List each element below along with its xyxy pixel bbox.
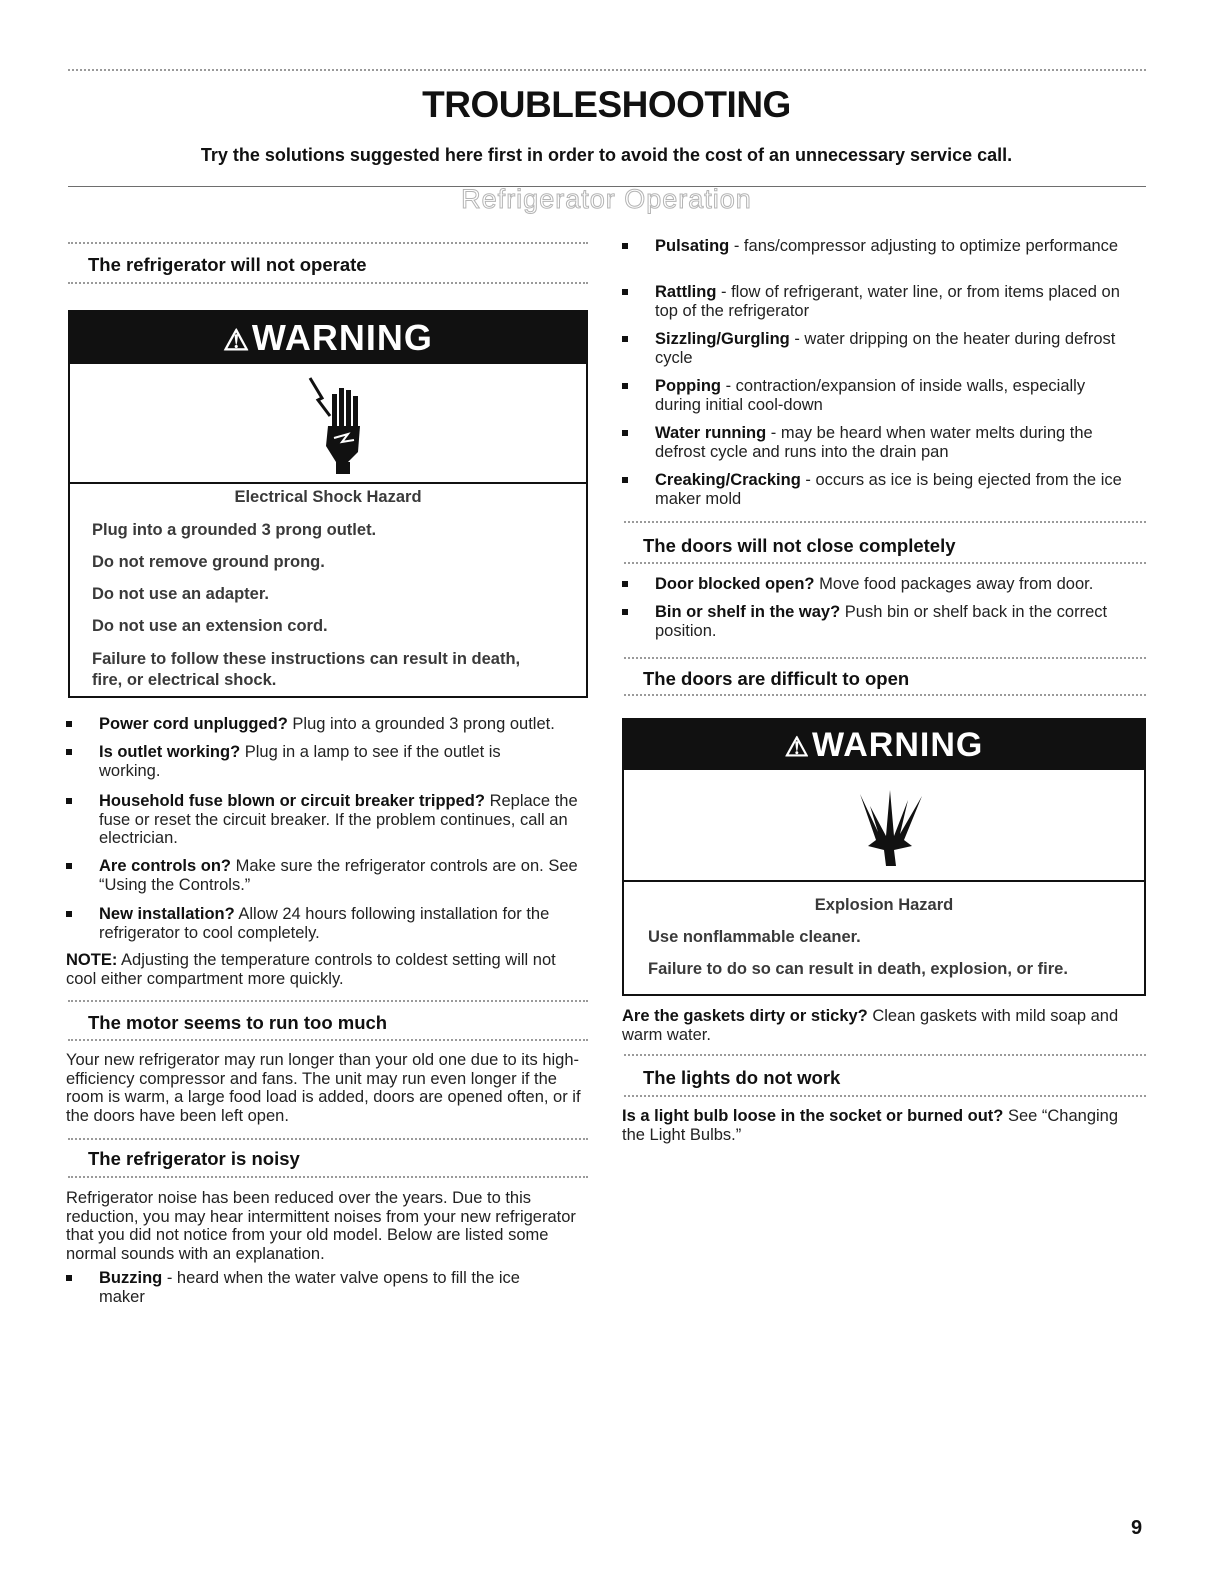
page-title: TROUBLESHOOTING (422, 84, 791, 125)
heading-rule (624, 657, 1146, 659)
heading-rule (624, 1054, 1146, 1056)
item-answer: Clean gaskets with mild soap and warm water. (622, 1007, 1119, 1044)
item-answer: See “Changing the Light Bulbs.” (622, 1107, 1119, 1144)
warning-triangle-icon: ⚠ (223, 325, 250, 357)
warning-line: Use nonflammable cleaner. (648, 928, 861, 946)
item-answer: Plug in a lamp to see if the outlet is working. (99, 743, 501, 780)
heading-doors-close: The doors will not close completely (643, 535, 956, 556)
warning-triangle-icon: ⚠ (784, 731, 811, 762)
heading-rule (68, 1176, 588, 1178)
bullet-icon (66, 749, 72, 755)
item-question: Door blocked open? (655, 575, 815, 593)
motor-paragraph: Your new refrigerator may run longer than your old one due to its high-efficiency compressor and fans. The unit may run even longer if the room is warm, a large food load is added, doors are opened often, or if the doors have been left open. (66, 1051, 581, 1125)
warning-banner (70, 312, 586, 364)
bullet-icon (622, 243, 628, 249)
heading-doors-open: The doors are difficult to open (643, 668, 910, 689)
heading-motor: The motor seems to run too much (88, 1012, 388, 1033)
bullet-icon (66, 1275, 72, 1281)
warning-line: Do not use an adapter. (92, 585, 269, 603)
warning-banner-label: WARNING (812, 726, 984, 764)
item-question: New installation? (99, 905, 235, 923)
sound-name: Buzzing (99, 1269, 163, 1287)
bullet-icon (622, 477, 628, 483)
sound-desc: - contraction/expansion of inside walls, especially during initial cool-down (655, 377, 1086, 414)
item-question: Are the gaskets dirty or sticky? (622, 1007, 868, 1025)
heading-rule (624, 562, 1146, 564)
lights-paragraph (622, 1107, 1142, 1144)
sound-desc: - water dripping on the heater during defrost cycle (655, 330, 1116, 367)
heading-rule (68, 1039, 588, 1041)
sound-name: Pulsating (655, 237, 730, 255)
heading-rule (68, 282, 588, 284)
item-answer: Plug into a grounded 3 prong outlet. (287, 715, 555, 733)
warning-divider (70, 482, 586, 484)
electric-shock-hand-icon (308, 376, 364, 476)
hazard-title: Electrical Shock Hazard (234, 488, 422, 506)
item-answer: Replace the fuse or reset the circuit breaker. If the problem continues, call an electrician. (99, 792, 578, 847)
explosion-warning-box (622, 718, 1146, 996)
item-answer: Move food packages away from door. (814, 575, 1094, 593)
item-question: Are controls on? (99, 857, 232, 875)
sound-name: Water running (655, 424, 767, 442)
top-rule (68, 69, 1146, 71)
warning-banner (624, 720, 1144, 770)
bullet-icon (622, 336, 628, 342)
note-label: NOTE: (66, 951, 118, 969)
warning-line: Do not remove ground prong. (92, 553, 325, 571)
bullet-icon (66, 721, 72, 727)
warning-consequence: fire, or electrical shock. (92, 671, 277, 689)
warning-line: Plug into a grounded 3 prong outlet. (92, 521, 377, 539)
heading-rule (624, 694, 1146, 696)
note-text: Adjusting the temperature controls to coldest setting will not cool either compartment more quickly. (66, 951, 556, 988)
heading-rule (624, 521, 1146, 523)
item-answer: Make sure the refrigerator controls are on. See “Using the Controls.” (99, 857, 578, 894)
heading-rule (68, 1138, 588, 1140)
bullet-icon (622, 609, 628, 615)
heading-rule (68, 1000, 588, 1002)
item-question: Is a light bulb loose in the socket or burned out? (622, 1107, 1004, 1125)
item-answer: Push bin or shelf back in the correct position. (655, 603, 1108, 640)
bullet-icon (622, 430, 628, 436)
bullet-icon (66, 798, 72, 804)
heading-will-not-operate: The refrigerator will not operate (88, 254, 367, 275)
warning-banner-label: WARNING (251, 317, 433, 358)
bullet-icon (66, 911, 72, 917)
sound-desc: - heard when the water valve opens to fill the ice maker (99, 1269, 520, 1306)
bullet-icon (622, 289, 628, 295)
sound-name: Sizzling/Gurgling (655, 330, 790, 348)
sound-desc: - flow of refrigerant, water line, or from items placed on top of the refrigerator (655, 283, 1120, 320)
hazard-title: Explosion Hazard (814, 896, 954, 914)
heading-lights: The lights do not work (643, 1067, 841, 1088)
item-question: Household fuse blown or circuit breaker tripped? (99, 792, 485, 810)
item-question: Bin or shelf in the way? (655, 603, 841, 621)
warning-consequence: Failure to follow these instructions can result in death, (92, 650, 521, 668)
sound-name: Rattling (655, 283, 717, 301)
sound-desc: - fans/compressor adjusting to optimize performance (729, 237, 1119, 255)
page-subtitle: Try the solutions suggested here first in order to avoid the cost of an unnecessary service call. (200, 145, 1013, 165)
warning-divider (624, 880, 1144, 882)
item-question: Power cord unplugged? (99, 715, 288, 733)
sound-name: Popping (655, 377, 721, 395)
sound-desc: - occurs as ice is being ejected from the ice maker mold (655, 471, 1122, 508)
heading-rule (624, 1095, 1146, 1097)
explosion-icon (850, 786, 930, 870)
page-number: 9 (1131, 1517, 1143, 1539)
sound-desc: - may be heard when water melts during the defrost cycle and runs into the drain pan (655, 424, 1093, 461)
bullet-icon (622, 581, 628, 587)
warning-consequence: Failure to do so can result in death, explosion, or fire. (648, 960, 1068, 978)
noisy-paragraph: Refrigerator noise has been reduced over the years. Due to this reduction, you may hear intermittent noises from your new refrigerator that you did not notice from your old model. Below are listed some normal sounds with an explanation. (66, 1189, 576, 1263)
warning-line: Do not use an extension cord. (92, 617, 328, 635)
electrical-warning-box (68, 310, 588, 698)
item-answer: Allow 24 hours following installation for the refrigerator to cool completely. (99, 905, 550, 942)
section-title: Refrigerator Operation (461, 184, 752, 214)
gasket-paragraph (622, 1007, 1142, 1044)
bullet-icon (66, 863, 72, 869)
sound-name: Creaking/Cracking (655, 471, 801, 489)
heading-rule (68, 242, 588, 244)
note-paragraph (66, 951, 588, 988)
bullet-icon (622, 383, 628, 389)
item-question: Is outlet working? (99, 743, 241, 761)
heading-noisy: The refrigerator is noisy (88, 1148, 300, 1169)
